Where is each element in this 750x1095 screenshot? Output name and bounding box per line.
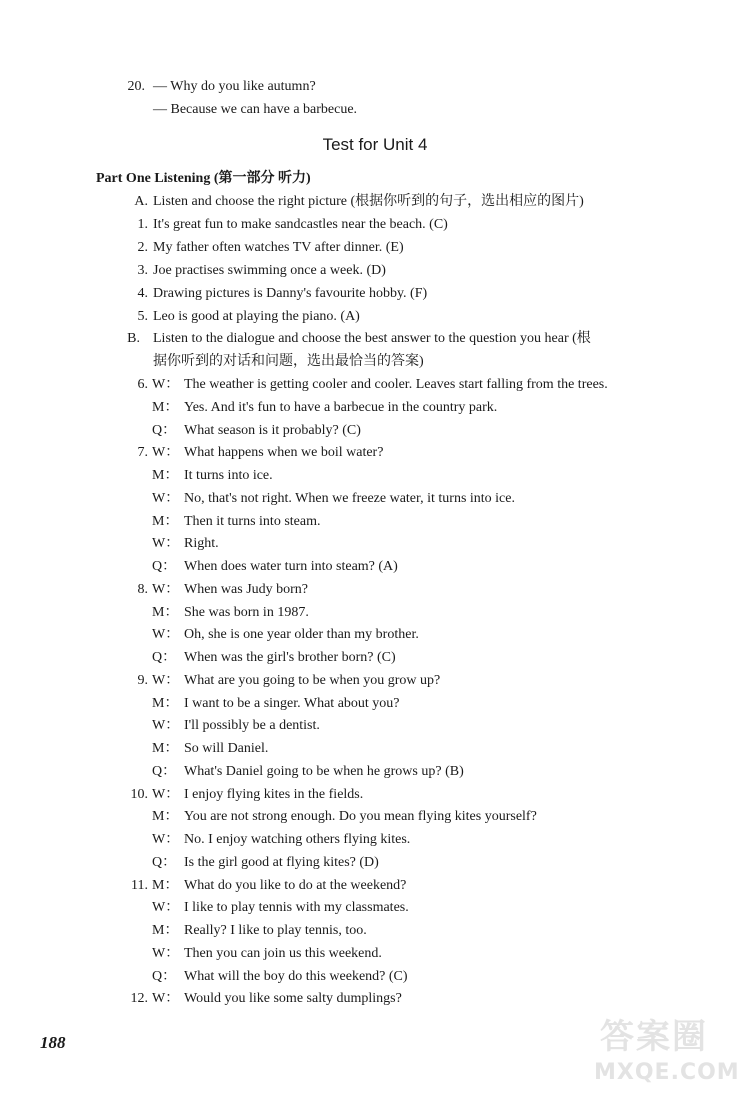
question-number: 7. <box>137 445 148 460</box>
speaker-label: W： <box>152 582 180 597</box>
speaker-label: M： <box>152 696 179 711</box>
dialogue-line: When was the girl's brother born? (C) <box>184 650 396 665</box>
dialogue-line: What are you going to be when you grow up? <box>184 673 441 688</box>
dialogue-line: Is the girl good at flying kites? (D) <box>184 855 379 870</box>
section-label: B. <box>127 331 140 346</box>
dialogue-line: Then it turns into steam. <box>184 514 321 529</box>
item-number: 4. <box>137 286 148 301</box>
item-text: It's great fun to make sandcastles near the beach. (C) <box>153 217 448 232</box>
speaker-label: M： <box>152 741 179 756</box>
section-instruction: Listen and choose the right picture (根据你听到的句子，选出相应的图片) <box>153 194 584 209</box>
dialogue-line: Really? I like to play tennis, too. <box>184 923 367 938</box>
dialogue-line: No, that's not right. When we freeze water, it turns into ice. <box>184 491 515 506</box>
speaker-label: W： <box>152 673 180 688</box>
dialogue-line: You are not strong enough. Do you mean flying kites yourself? <box>184 809 537 824</box>
dialogue-line: What happens when we boil water? <box>184 445 384 460</box>
dialogue-line: So will Daniel. <box>184 741 269 756</box>
speaker-label: M： <box>152 400 179 415</box>
speaker-label: M： <box>152 923 179 938</box>
dialogue-line: What do you like to do at the weekend? <box>184 878 407 893</box>
item-text: Drawing pictures is Danny's favourite hobby. (F) <box>153 286 428 301</box>
speaker-label: M： <box>152 605 179 620</box>
speaker-label: Q： <box>152 559 177 574</box>
dialogue-line: Then you can join us this weekend. <box>184 946 382 961</box>
dialogue-line: I'll possibly be a dentist. <box>184 718 320 733</box>
watermark <box>590 1007 740 1087</box>
question-number: 6. <box>137 377 148 392</box>
speaker-label: W： <box>152 536 180 551</box>
watermark-url: MXQE.COM <box>594 1060 740 1085</box>
speaker-label: M： <box>152 878 179 893</box>
dialogue-line: I like to play tennis with my classmates. <box>184 900 409 915</box>
question-number: 20. <box>127 79 145 94</box>
dialogue-line: When does water turn into steam? (A) <box>184 559 398 574</box>
part-heading: Part One Listening (第一部分 听力) <box>96 171 311 186</box>
speaker-label: W： <box>152 718 180 733</box>
speaker-label: W： <box>152 787 180 802</box>
speaker-label: W： <box>152 445 180 460</box>
dialogue-line: It turns into ice. <box>184 468 273 483</box>
speaker-label: Q： <box>152 764 177 779</box>
dialogue-line: What season is it probably? (C) <box>184 423 361 438</box>
question-number: 9. <box>137 673 148 688</box>
question-number: 8. <box>137 582 148 597</box>
item-text: Joe practises swimming once a week. (D) <box>153 263 386 278</box>
item-text: Leo is good at playing the piano. (A) <box>153 309 360 324</box>
dialogue-line: What will the boy do this weekend? (C) <box>184 969 408 984</box>
question-number: 11. <box>131 878 148 893</box>
speaker-label: W： <box>152 991 180 1006</box>
speaker-label: M： <box>152 809 179 824</box>
speaker-label: M： <box>152 468 179 483</box>
dialogue-line: No. I enjoy watching others flying kites. <box>184 832 411 847</box>
dialogue-line: — Because we can have a barbecue. <box>153 102 358 117</box>
dialogue-line: Right. <box>184 536 219 551</box>
item-text: My father often watches TV after dinner. (E) <box>153 240 404 255</box>
dialogue-line: I enjoy flying kites in the fields. <box>184 787 364 802</box>
item-number: 2. <box>137 240 148 255</box>
dialogue-line: She was born in 1987. <box>184 605 309 620</box>
item-number: 1. <box>137 217 148 232</box>
question-number: 12. <box>130 991 148 1006</box>
speaker-label: Q： <box>152 650 177 665</box>
page-number: 188 <box>40 1033 66 1052</box>
section-instruction: 据你听到的对话和问题，选出最恰当的答案) <box>153 354 424 369</box>
speaker-label: Q： <box>152 423 177 438</box>
dialogue-line: Oh, she is one year older than my brother. <box>184 627 419 642</box>
speaker-label: Q： <box>152 855 177 870</box>
question-number: 10. <box>130 787 148 802</box>
item-number: 5. <box>137 309 148 324</box>
watermark-logo: 答案圈 <box>600 1017 708 1057</box>
speaker-label: W： <box>152 946 180 961</box>
speaker-label: Q： <box>152 969 177 984</box>
dialogue-line: What's Daniel going to be when he grows up? (B) <box>184 764 464 779</box>
page-title: Test for Unit 4 <box>322 135 428 154</box>
speaker-label: W： <box>152 491 180 506</box>
speaker-label: W： <box>152 377 180 392</box>
speaker-label: W： <box>152 627 180 642</box>
speaker-label: W： <box>152 832 180 847</box>
dialogue-line: Yes. And it's fun to have a barbecue in the country park. <box>184 400 498 415</box>
section-instruction: Listen to the dialogue and choose the best answer to the question you hear (根 <box>153 331 591 346</box>
speaker-label: M： <box>152 514 179 529</box>
item-number: 3. <box>137 263 148 278</box>
dialogue-line: Would you like some salty dumplings? <box>184 991 402 1006</box>
speaker-label: W： <box>152 900 180 915</box>
dialogue-line: I want to be a singer. What about you? <box>184 696 400 711</box>
dialogue-line: When was Judy born? <box>184 582 309 597</box>
dialogue-line: The weather is getting cooler and cooler. Leaves start falling from the trees. <box>184 377 608 392</box>
section-label: A. <box>134 194 148 209</box>
dialogue-line: — Why do you like autumn? <box>153 79 316 94</box>
